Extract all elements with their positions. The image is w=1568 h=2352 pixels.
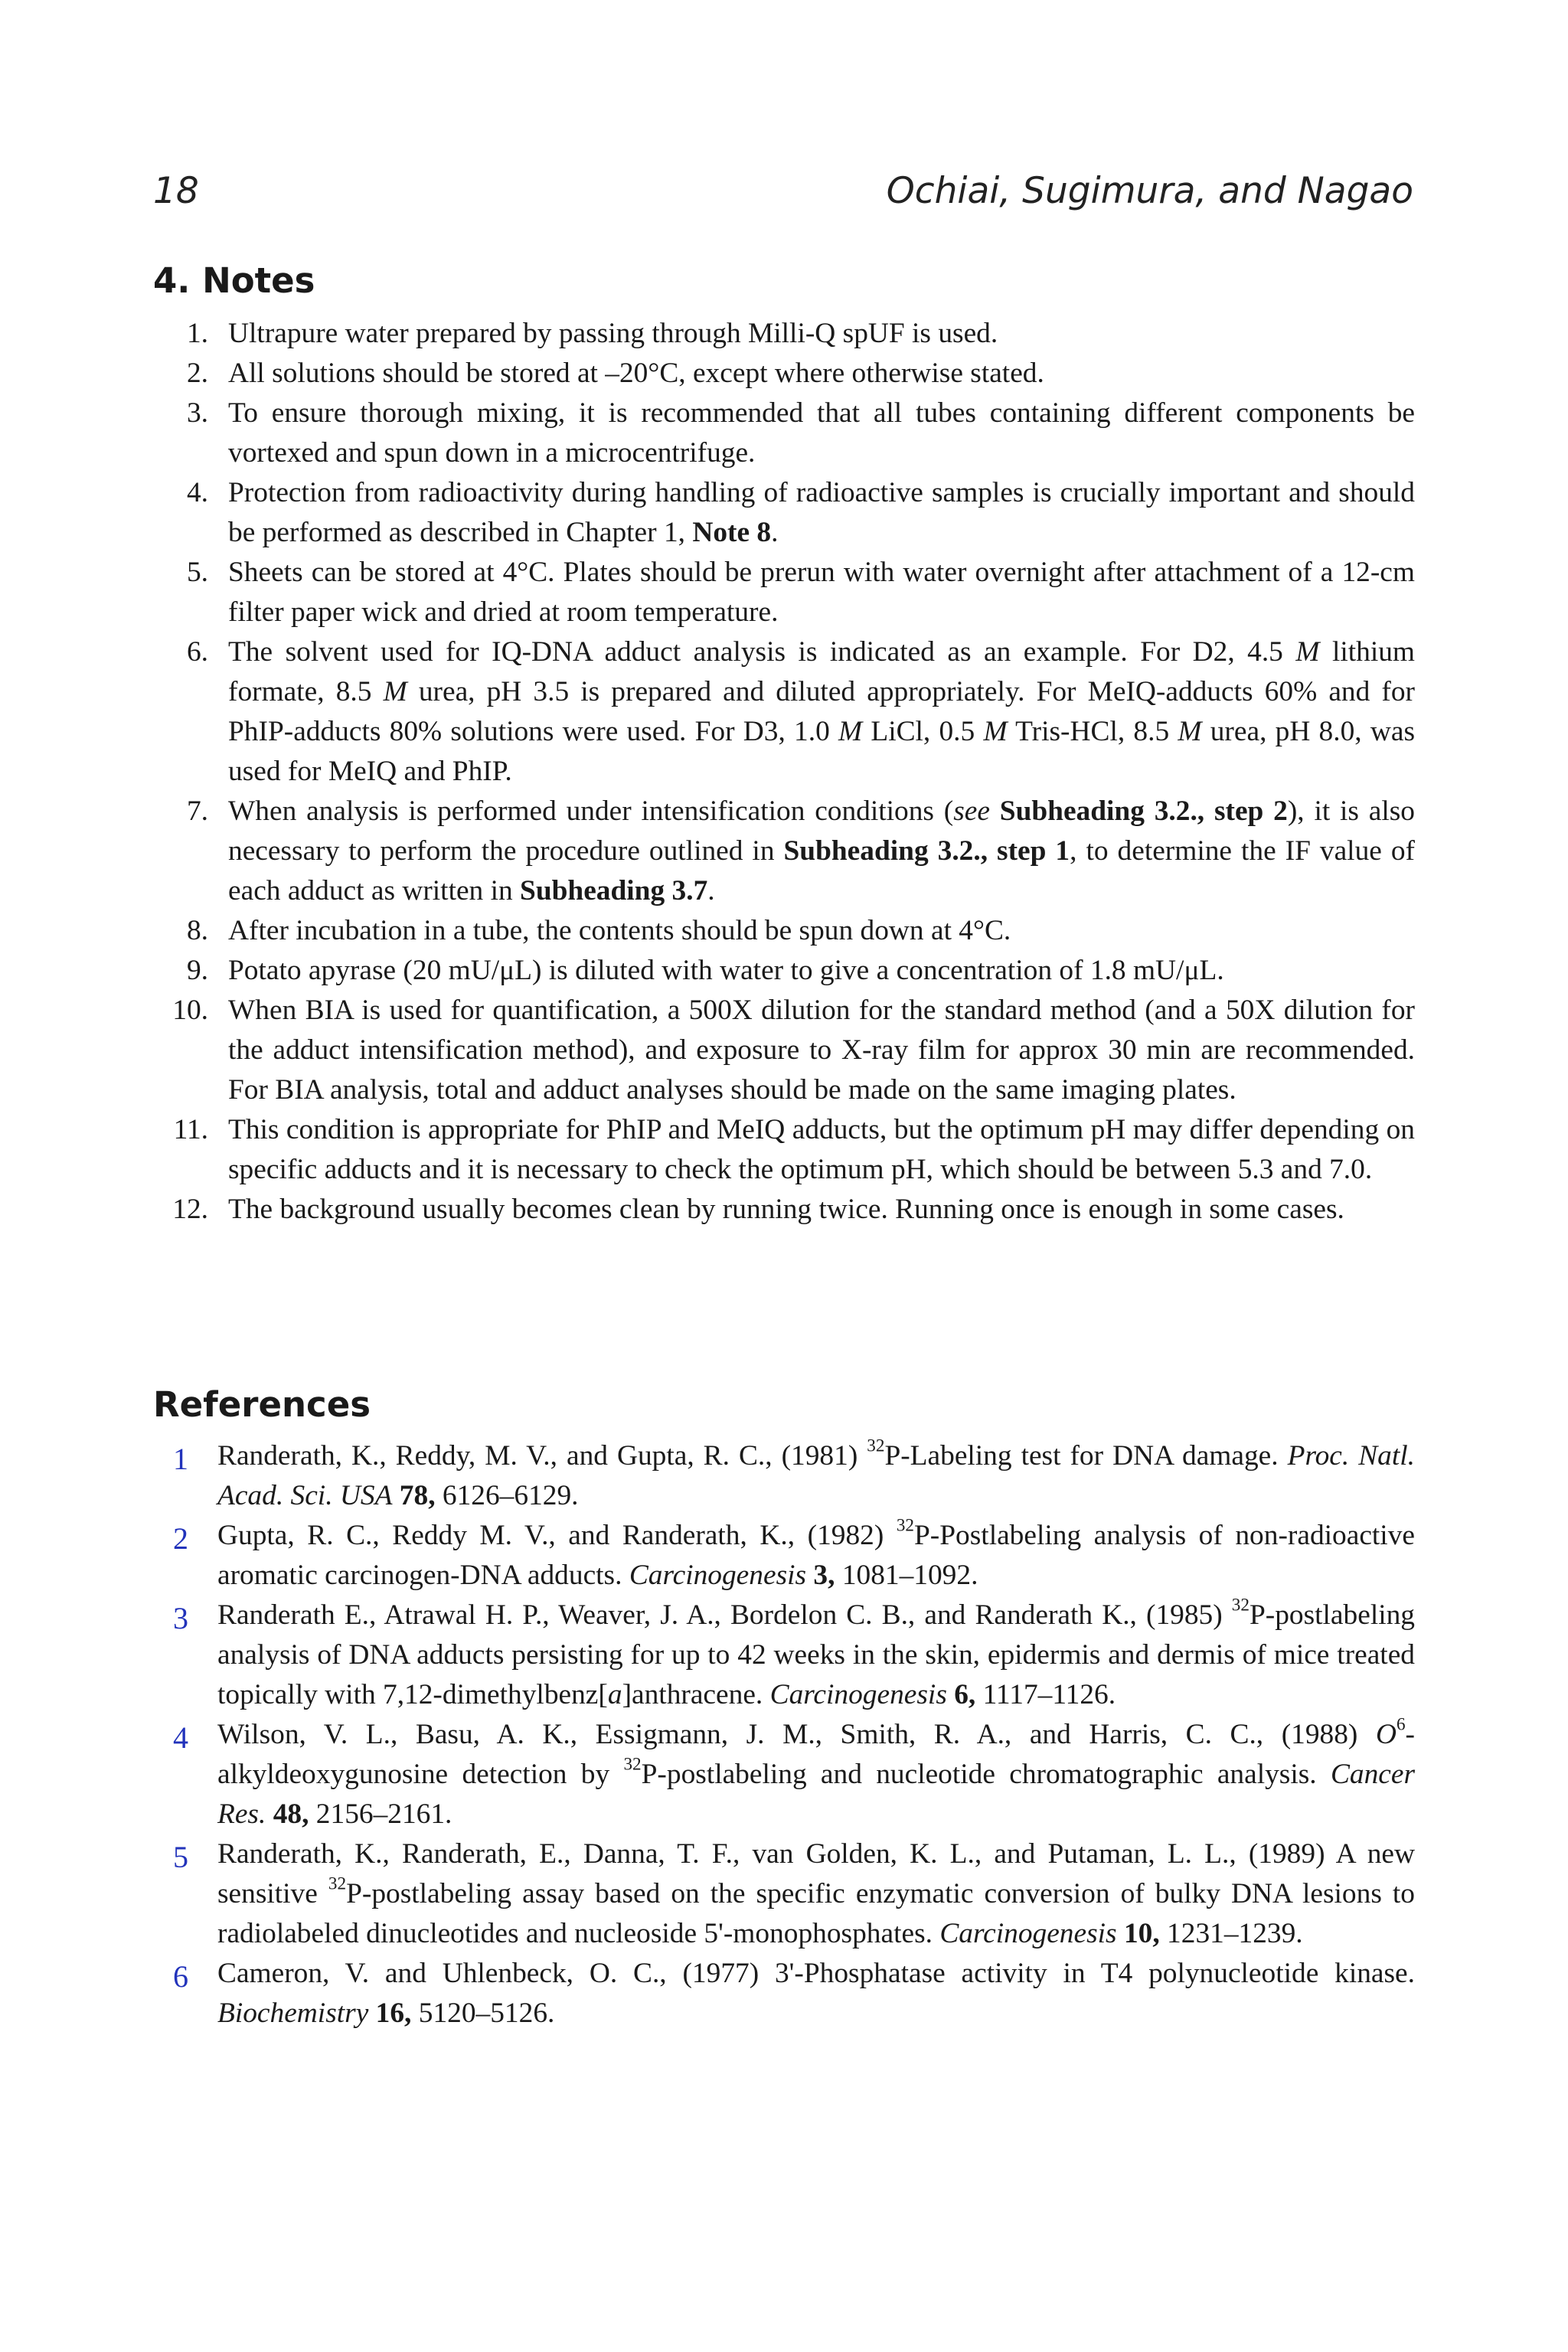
note-item [153,911,1415,951]
note-text: All solutions should be stored at –20°C, except where otherwise stated. [228,358,1044,389]
reference-number-link[interactable]: 4 [173,1720,188,1755]
reference-item [153,1834,1415,1954]
note-number: 8. [186,915,208,946]
running-header [153,170,1413,212]
note-text: The background usually becomes clean by running twice. Running once is enough in some cases. [228,1194,1344,1225]
note-number: 2. [186,358,208,389]
reference-item [153,1715,1415,1834]
note-text: The solvent used for IQ-DNA adduct analysis is indicated as an example. For D2, 4.5 M lithium formate, 8.5 M urea, pH 3.5 is prepared and diluted appropriately. For MeIQ-adducts 60% and for PhIP-adducts 80% solutions were used. For D3, 1.0 M LiCl, 0.5 M Tris-HCl, 8.5 M urea, pH 8.0, was used for MeIQ and PhIP. [228,636,1416,787]
note-number: 6. [186,636,208,668]
note-text: Potato apyrase (20 mU/μL) is diluted with water to give a concentration of 1.8 mU/μL. [228,955,1224,986]
note-item [153,1110,1415,1190]
note-item [153,991,1415,1110]
note-item [153,1190,1415,1230]
reference-number-link[interactable]: 6 [173,1959,188,1994]
reference-number-link[interactable]: 1 [173,1442,188,1476]
page-number: 18 [153,170,199,212]
note-number: 7. [186,795,208,827]
note-text: Ultrapure water prepared by passing through Milli-Q spUF is used. [228,318,998,349]
note-item [153,394,1415,473]
note-number: 4. [186,477,208,508]
references-list [153,1436,1415,2034]
reference-text: Cameron, V. and Uhlenbeck, O. C., (1977) 3'-Phosphatase activity in T4 polynucleotide kinase. Biochemistry 16, 5120–5126. [217,1958,1415,2029]
notes-list [153,314,1415,1230]
note-text: After incubation in a tube, the contents should be spun down at 4°C. [228,915,1011,946]
reference-text: Randerath, K., Reddy, M. V., and Gupta, R. C., (1981) $^{32}$P-Labeling test for DNA damage. Proc. Natl. Acad. Sci. USA 78, 6126–6129. [217,1436,1416,1511]
note-number: 11. [173,1114,208,1145]
reference-text: Wilson, V. L., Basu, A. K., Essigmann, J. M., Smith, R. A., and Harris, C. C., (1988) $O^6$-alkyldeoxygunosine detection by $^{32}$P-postlabeling and nucleotide chromatographic analysis. Cancer Res. 48, 2156–2161. [217,1714,1416,1830]
note-item [153,354,1415,394]
references-heading: References [153,1384,371,1425]
reference-item [153,1516,1415,1596]
note-number: 10. [172,995,208,1026]
note-item [153,632,1415,792]
note-item [153,314,1415,354]
reference-number-link[interactable]: 3 [173,1601,188,1635]
running-authors: Ochiai, Sugimura, and Nagao [886,170,1413,212]
reference-number-link[interactable]: 5 [173,1840,188,1874]
reference-text: Randerath E., Atrawal H. P., Weaver, J. A., Bordelon C. B., and Randerath K., (1985) $^{32}$P-postlabeling analysis of DNA adducts persisting for up to 42 weeks in the skin, epidermis and dermis of mice treated topically with 7,12-dimethylbenz[a]anthracene. Carcinogenesis 6, 1117–1126. [217,1595,1415,1710]
reference-text: Randerath, K., Randerath, E., Danna, T. F., van Golden, K. L., and Putaman, L. L., (1989) A new sensitive $^{32}$P-postlabeling assay based on the specific enzymatic conversion of bulky DNA lesions to radiolabeled dinucleotides and nucleoside 5'-monophosphates. Carcinogenesis 10, 1231–1239. [217,1838,1416,1949]
note-number: 12. [172,1194,208,1225]
note-item [153,553,1415,632]
note-number: 9. [186,955,208,986]
note-number: 1. [186,318,208,349]
note-text: Protection from radioactivity during handling of radioactive samples is crucially important and should be performed as described in Chapter 1, Note 8. [228,477,1415,548]
note-item [153,473,1415,553]
note-text: To ensure thorough mixing, it is recommended that all tubes containing different components be vortexed and spun down in a microcentrifuge. [228,397,1415,469]
note-number: 5. [186,557,208,588]
note-text: When analysis is performed under intensification conditions (see Subheading 3.2., step 2), it is also necessary to perform the procedure outlined in Subheading 3.2., step 1, to determine the IF value of each adduct as written in Subheading 3.7. [228,795,1415,906]
reference-item [153,1436,1415,1516]
note-text: When BIA is used for quantification, a 500X dilution for the standard method (and a 50X dilution for the adduct intensification method), and exposure to X-ray film for approx 30 min are recommended. For BIA analysis, total and adduct analyses should be made on the same imaging plates. [228,995,1415,1106]
note-number: 3. [186,397,208,429]
note-text: This condition is appropriate for PhIP and MeIQ adducts, but the optimum pH may differ depending on specific adducts and it is necessary to check the optimum pH, which should be between 5.3 and 7.0. [228,1114,1415,1185]
note-item [153,792,1415,911]
reference-number-link[interactable]: 2 [173,1521,188,1556]
note-text: Sheets can be stored at 4°C. Plates should be prerun with water overnight after attachment of a 12-cm filter paper wick and dried at room temperature. [228,557,1415,628]
note-item [153,951,1415,991]
reference-text: Gupta, R. C., Reddy M. V., and Randerath, K., (1982) $^{32}$P-Postlabeling analysis of non-radioactive aromatic carcinogen-DNA adducts. Carcinogenesis 3, 1081–1092. [217,1515,1415,1591]
notes-heading: 4. Notes [153,260,315,301]
reference-item [153,1596,1415,1715]
reference-item [153,1954,1415,2034]
